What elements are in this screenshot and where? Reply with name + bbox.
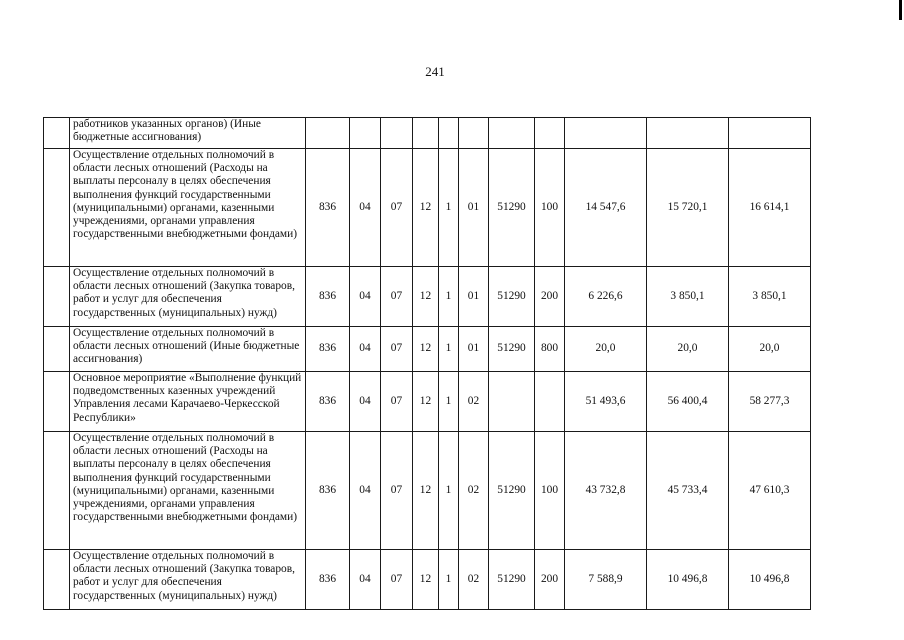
- event-cell: 02: [459, 372, 489, 432]
- expense-type-cell: 100: [535, 432, 565, 550]
- table-row: [44, 267, 811, 327]
- table-row: [44, 550, 811, 610]
- budget-table: [43, 117, 811, 610]
- program-cell: [413, 118, 439, 149]
- section-cell: 04: [350, 267, 381, 327]
- amount-year2-cell: 20,0: [647, 327, 729, 372]
- subprogram-cell: 1: [439, 372, 459, 432]
- amount-year3-cell: 16 614,1: [729, 149, 811, 267]
- row-number-cell: [44, 550, 70, 610]
- page-number: 241: [425, 64, 445, 79]
- table-row: [44, 432, 811, 550]
- name-cell: Осуществление отдельных полномочий в области лесных отношений (Закупка товаров, работ и услуг для обеспечения государственных (муниципальных) нужд): [70, 550, 306, 610]
- direction-cell: [489, 372, 535, 432]
- expense-type-cell: 200: [535, 267, 565, 327]
- subprogram-cell: 1: [439, 432, 459, 550]
- row-number-cell: [44, 327, 70, 372]
- code-cell: 836: [306, 149, 350, 267]
- amount-year2-cell: 3 850,1: [647, 267, 729, 327]
- subsection-cell: 07: [381, 327, 413, 372]
- amount-year3-cell: 3 850,1: [729, 267, 811, 327]
- section-cell: 04: [350, 432, 381, 550]
- subsection-cell: 07: [381, 550, 413, 610]
- expense-type-cell: 100: [535, 149, 565, 267]
- direction-cell: [489, 118, 535, 149]
- code-cell: 836: [306, 327, 350, 372]
- event-cell: 01: [459, 149, 489, 267]
- amount-year3-cell: [729, 118, 811, 149]
- expense-type-cell: [535, 118, 565, 149]
- amount-year2-cell: 15 720,1: [647, 149, 729, 267]
- event-cell: 01: [459, 327, 489, 372]
- row-number-cell: [44, 118, 70, 149]
- row-number-cell: [44, 149, 70, 267]
- direction-cell: 51290: [489, 327, 535, 372]
- subprogram-cell: [439, 118, 459, 149]
- section-cell: [350, 118, 381, 149]
- program-cell: 12: [413, 267, 439, 327]
- section-cell: 04: [350, 327, 381, 372]
- program-cell: 12: [413, 550, 439, 610]
- amount-year1-cell: 51 493,6: [565, 372, 647, 432]
- amount-year3-cell: 58 277,3: [729, 372, 811, 432]
- subprogram-cell: 1: [439, 327, 459, 372]
- amount-year2-cell: [647, 118, 729, 149]
- name-cell: Осуществление отдельных полномочий в области лесных отношений (Иные бюджетные ассигнования): [70, 327, 306, 372]
- amount-year3-cell: 47 610,3: [729, 432, 811, 550]
- event-cell: 01: [459, 267, 489, 327]
- table-row: [44, 118, 811, 149]
- table-row: [44, 327, 811, 372]
- expense-type-cell: [535, 372, 565, 432]
- amount-year1-cell: 6 226,6: [565, 267, 647, 327]
- code-cell: 836: [306, 432, 350, 550]
- event-cell: 02: [459, 432, 489, 550]
- amount-year2-cell: 56 400,4: [647, 372, 729, 432]
- subsection-cell: 07: [381, 372, 413, 432]
- program-cell: 12: [413, 372, 439, 432]
- subsection-cell: 07: [381, 432, 413, 550]
- name-cell: Осуществление отдельных полномочий в области лесных отношений (Расходы на выплаты персоналу в целях обеспечения выполнения функций государственными (муниципальными) органами, казенными учреждениями, органами управления государственными внебюджетными фондами): [70, 432, 306, 550]
- amount-year1-cell: 20,0: [565, 327, 647, 372]
- table-row: [44, 149, 811, 267]
- section-cell: 04: [350, 149, 381, 267]
- amount-year2-cell: 10 496,8: [647, 550, 729, 610]
- amount-year1-cell: 43 732,8: [565, 432, 647, 550]
- subprogram-cell: 1: [439, 149, 459, 267]
- table-row: [44, 372, 811, 432]
- amount-year1-cell: 14 547,6: [565, 149, 647, 267]
- amount-year1-cell: 7 588,9: [565, 550, 647, 610]
- event-cell: [459, 118, 489, 149]
- event-cell: 02: [459, 550, 489, 610]
- row-number-cell: [44, 432, 70, 550]
- code-cell: 836: [306, 550, 350, 610]
- name-cell: Осуществление отдельных полномочий в области лесных отношений (Расходы на выплаты персоналу в целях обеспечения выполнения функций государственными (муниципальными) органами, казенными учреждениями, органами управления государственными внебюджетными фондами): [70, 149, 306, 267]
- expense-type-cell: 200: [535, 550, 565, 610]
- direction-cell: 51290: [489, 149, 535, 267]
- amount-year2-cell: 45 733,4: [647, 432, 729, 550]
- name-cell: Осуществление отдельных полномочий в области лесных отношений (Закупка товаров, работ и услуг для обеспечения государственных (муниципальных) нужд): [70, 267, 306, 327]
- subprogram-cell: 1: [439, 550, 459, 610]
- code-cell: [306, 118, 350, 149]
- direction-cell: 51290: [489, 267, 535, 327]
- subsection-cell: 07: [381, 267, 413, 327]
- subprogram-cell: 1: [439, 267, 459, 327]
- name-cell: Основное мероприятие «Выполнение функций подведомственных казенных учреждений Управления лесами Карачаево-Черкесской Республики»: [70, 372, 306, 432]
- row-number-cell: [44, 372, 70, 432]
- code-cell: 836: [306, 372, 350, 432]
- row-number-cell: [44, 267, 70, 327]
- amount-year3-cell: 10 496,8: [729, 550, 811, 610]
- program-cell: 12: [413, 432, 439, 550]
- name-cell: работников указанных органов) (Иные бюджетные ассигнования): [70, 118, 306, 149]
- program-cell: 12: [413, 327, 439, 372]
- subsection-cell: 07: [381, 149, 413, 267]
- program-cell: 12: [413, 149, 439, 267]
- direction-cell: 51290: [489, 550, 535, 610]
- code-cell: 836: [306, 267, 350, 327]
- subsection-cell: [381, 118, 413, 149]
- direction-cell: 51290: [489, 432, 535, 550]
- amount-year3-cell: 20,0: [729, 327, 811, 372]
- section-cell: 04: [350, 372, 381, 432]
- amount-year1-cell: [565, 118, 647, 149]
- edge-mark: [899, 0, 902, 20]
- section-cell: 04: [350, 550, 381, 610]
- expense-type-cell: 800: [535, 327, 565, 372]
